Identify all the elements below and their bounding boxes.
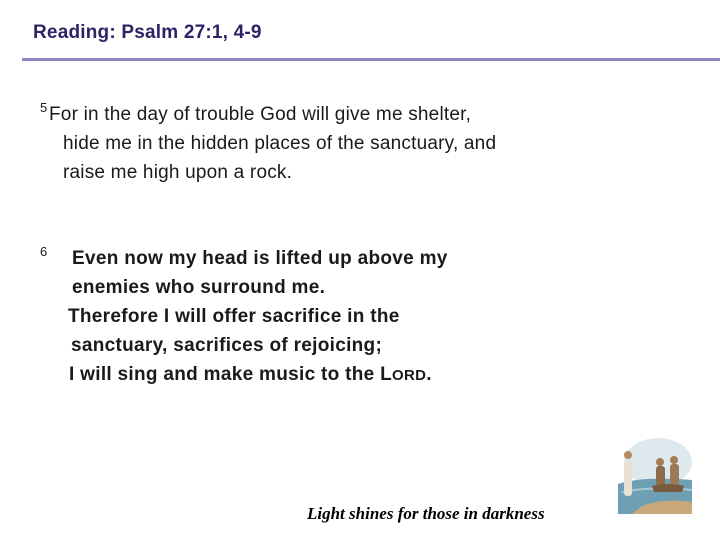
- verse-number: 6: [40, 244, 48, 259]
- verse-line: enemies who surround me.: [72, 277, 326, 298]
- verse-line: Therefore I will offer sacrifice in the: [68, 306, 400, 327]
- verse-line: Even now my head is lifted up above my: [72, 248, 448, 269]
- slide-caption: Light shines for those in darkness: [307, 504, 545, 523]
- verse-line: raise me high upon a rock.: [63, 162, 293, 183]
- verse-line: sanctuary, sacrifices of rejoicing;: [71, 335, 383, 356]
- lord-smallcaps: ORD: [392, 367, 427, 384]
- verse-line: For in the day of trouble God will give me shelter,: [49, 104, 472, 125]
- title-divider: [22, 58, 720, 61]
- shore-figures-illustration-icon: [612, 436, 694, 514]
- page-title: Reading: Psalm 27:1, 4-9: [33, 22, 262, 43]
- verse-number: 5: [40, 100, 48, 115]
- verse-line-punct: .: [426, 364, 432, 385]
- verse-line: [69, 364, 432, 386]
- verse-line: hide me in the hidden places of the sanctuary, and: [63, 133, 497, 154]
- verse-line-text: I will sing and make music to the L: [69, 364, 393, 385]
